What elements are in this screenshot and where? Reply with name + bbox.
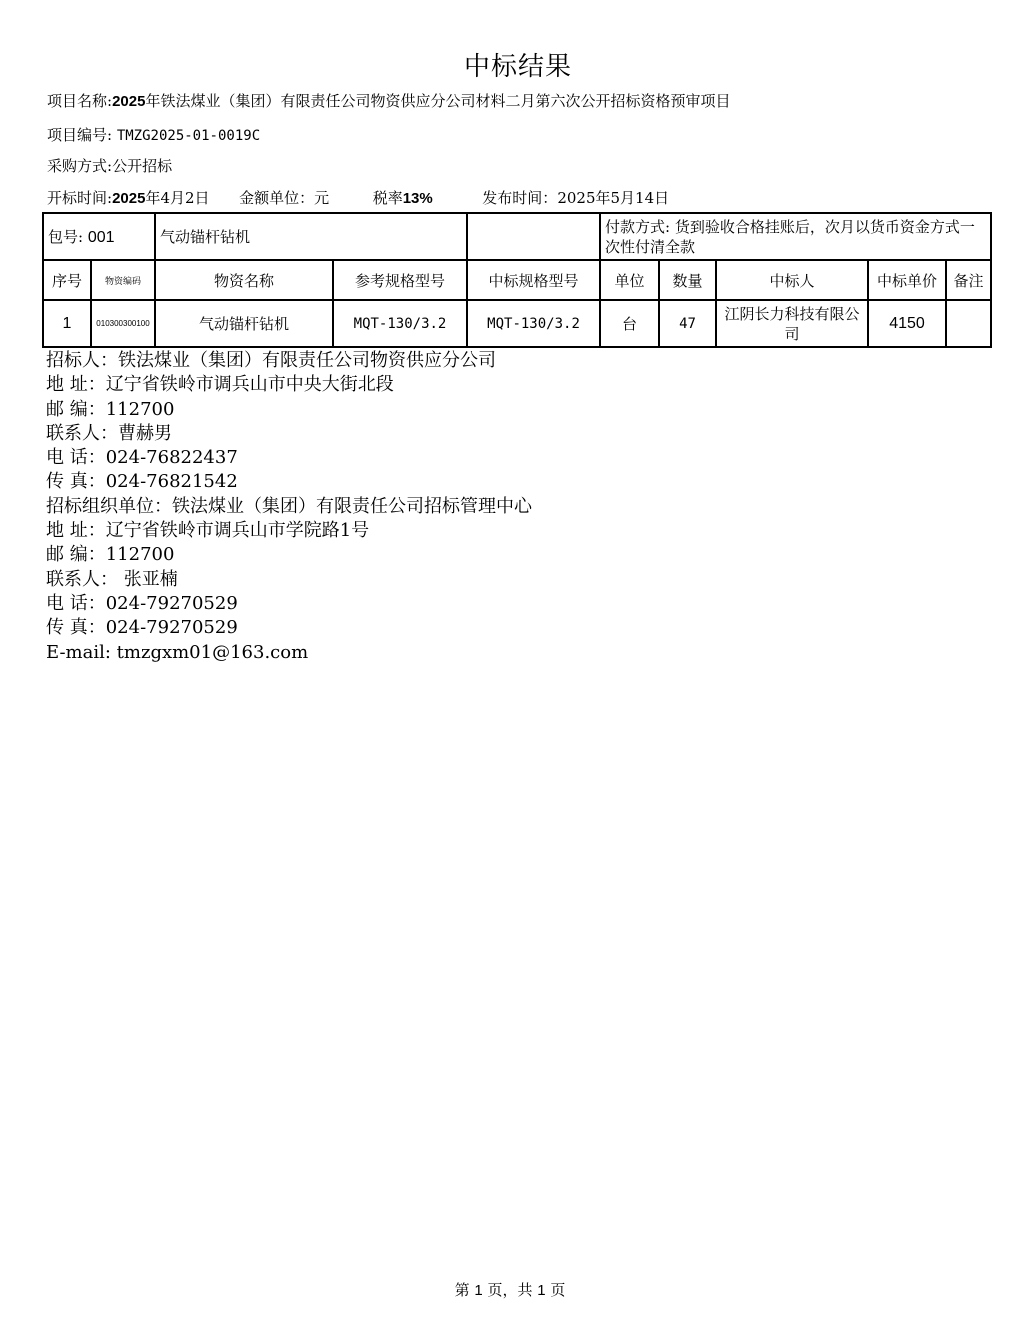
agency-phone: 电 话：024-79270529 [46,592,238,614]
page-total: 1 [537,1282,546,1299]
purchase-method-label: 采购方式: [47,157,113,175]
page-footer [0,1279,1020,1300]
agency: 招标组织单位：铁法煤业（集团）有限责任公司招标管理中心 [46,495,532,517]
publish-time: 2025年5月14日 [557,189,670,207]
header-remark: 备注 [946,260,991,300]
project-code-label: 项目编号: [47,126,117,144]
project-name-line [47,90,730,111]
header-row [43,260,991,300]
table-row [43,300,991,347]
row-remark [946,300,991,347]
currency: 元 [314,189,330,207]
header-index: 序号 [43,260,91,300]
package-cell [43,213,155,260]
tenderer-fax: 传 真：024-76821542 [46,471,238,493]
header-code: 物资编码 [91,260,155,300]
payment-terms: 付款方式: 货到验收合格挂账后，次月以货币资金方式一次性付清全款 [600,213,991,260]
tenderer-contact: 联系人：曹赫男 [46,422,172,444]
header-price: 中标单价 [868,260,946,300]
tenderer: 招标人：铁法煤业（集团）有限责任公司物资供应分公司 [46,350,496,371]
header-name: 物资名称 [155,260,333,300]
page-number: 1 [474,1282,483,1299]
page-title: 中标结果 [463,52,572,82]
header-award-spec: 中标规格型号 [467,260,600,300]
project-code: TMZG2025-01-0019C [116,128,261,144]
row-award-spec: MQT-130/3.2 [467,300,600,347]
agency-address: 地 址：辽宁省铁岭市调兵山市学院路1号 [46,520,370,542]
purchase-method: 公开招标 [112,157,173,175]
tenderer-postcode: 邮 编：112700 [46,398,175,420]
package-label: 包号: [48,228,88,246]
package-number: 001 [87,229,115,246]
row-winner: 江阴长力科技有限公司 [716,300,868,347]
agency-postcode: 邮 编：112700 [46,544,175,566]
package-row [43,213,991,260]
agency-contact: 联系人： 张亚楠 [46,568,178,590]
agency-email: E-mail: tmzgxm01@163.com [46,641,309,663]
row-code: 010300300100 [91,300,155,347]
open-time-year: 2025 [112,190,146,207]
project-name-label: 项目名称: [47,92,113,110]
row-name: 气动锚杆钻机 [155,300,333,347]
project-name: 年铁法煤业（集团）有限责任公司物资供应分公司材料二月第六次公开招标资格预审项目 [145,92,731,110]
info-line [47,187,669,208]
project-code-line [47,124,260,145]
agency-fax: 传 真：024-79270529 [46,617,238,639]
row-index: 1 [43,300,91,347]
header-unit: 单位 [600,260,659,300]
currency-label: 金额单位： [239,189,315,207]
empty-cell [467,213,600,260]
tax-rate: 13% [402,190,433,207]
award-table [42,212,992,348]
project-name-year: 2025 [112,93,146,110]
header-ref-spec: 参考规格型号 [333,260,467,300]
footer-prefix: 第 [454,1281,475,1299]
publish-time-label: 发布时间： [482,189,558,207]
footer-suffix: 页 [545,1281,566,1299]
row-price: 4150 [868,300,946,347]
row-qty: 47 [659,300,716,347]
tenderer-address: 地 址：辽宁省铁岭市调兵山市中央大街北段 [46,374,394,396]
tenderer-phone: 电 话：024-76822437 [46,447,238,469]
open-time: 年4月2日 [145,189,210,207]
tax-label: 税率 [372,189,403,207]
footer-middle: 页，共 [482,1281,538,1299]
open-time-label: 开标时间: [47,189,113,207]
contact-block [46,349,532,665]
package-name: 气动锚杆钻机 [155,213,467,260]
purchase-method-line [47,155,172,176]
row-ref-spec: MQT-130/3.2 [333,300,467,347]
header-qty: 数量 [659,260,716,300]
row-unit: 台 [600,300,659,347]
header-winner: 中标人 [716,260,868,300]
